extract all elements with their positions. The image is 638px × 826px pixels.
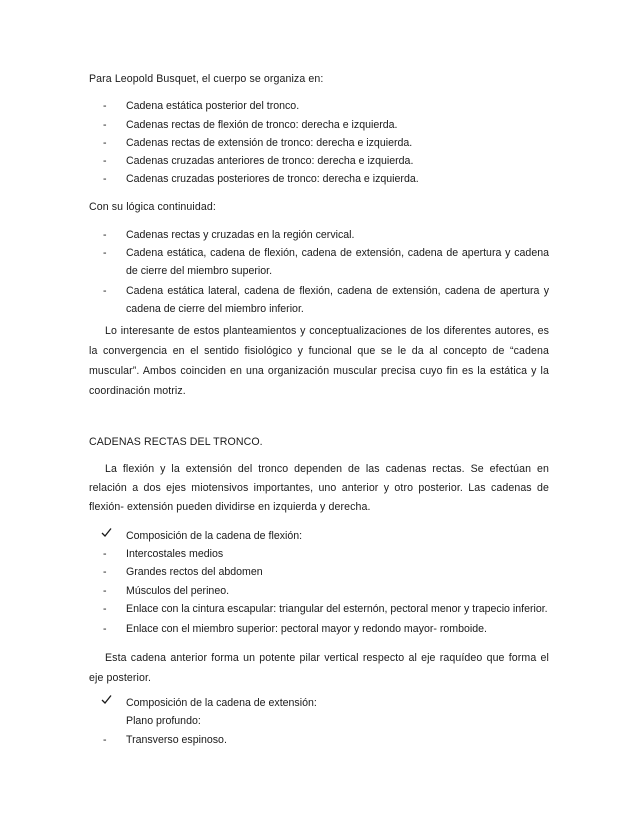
dash-bullet: - <box>103 734 107 746</box>
dash-bullet: - <box>103 247 107 259</box>
dash-bullet: - <box>103 137 107 149</box>
dash-bullet: - <box>103 585 107 597</box>
paragraph-convergence: Lo interesante de estos planteamientos y conceptualizaciones de los diferentes autores, es la convergencia en el sentido fisiológico y funcional que se le da al concepto de “cadena muscular”. Ambos coinciden en una organización muscular precisa cuyo fin es la estática y la coordinación motriz. <box>89 325 549 397</box>
plano-profundo-label: Plano profundo: <box>126 715 201 727</box>
intro-text: Para Leopold Busquet, el cuerpo se organiza en: <box>89 73 324 85</box>
document-page: Para Leopold Busquet, el cuerpo se organiza en: - Cadena estática posterior del tronco. - Cadenas rectas de flexión de tronco: derecha e izquierda. - Cadenas rectas de extensión de tronco: derecha e izquierda. - Cadenas cruzadas anteriores de tronco: derecha e izquierda. - Cadenas cruzadas posteriores de tronco: derecha e izquierda. Con su lógica continuidad: - Cadenas rectas y cruzadas en la región cervical. - Cadena estática, cadena de flexión, cadena de extensión, cadena de apertura y cadena de cierre del miembro superior. - Cadena estática lateral, cadena de flexión, cadena de extensión, cadena de apertura y cadena de cierre del miembro inferior. Lo interesante de estos planteamientos y conceptualizaciones de los diferentes autores, es la convergencia en el sentido fisiológico y funcional que se le da al concepto de “cadena muscular”. Ambos coinciden en una organización muscular precisa cuyo fin es la estática y la coordinación motriz. CADENAS RECTAS DEL TRONCO. La flexión y la extensión del tronco dependen de las cadenas rectas. Se efectúan en relación a dos ejes miotensivos importantes, uno anterior y otro posterior. Las cadenas de flexión- extensión pueden dividirse en izquierda y derecha. Composición de la cadena de flexión: - Intercostales medios - Grandes rectos del abdomen - Músculos del perineo. - Enlace con la cintura escapular: triangular del esternón, pectoral menor y trapecio inferior. - Enlace con el miembro superior: pectoral mayor y redondo mayor- romboide. Esta cadena anterior forma un potente pilar vertical respecto al eje raquídeo que forma el eje posterior. Composición de la cadena de extensión: Plano profundo: - Transverso espinoso. <box>0 0 638 826</box>
checkmark-icon <box>101 527 115 538</box>
paragraph-flexion-extension: La flexión y la extensión del tronco dependen de las cadenas rectas. Se efectúan en relación a dos ejes miotensivos importantes, uno anterior y otro posterior. Las cadenas de flexión- extensión pueden dividirse en izquierda y derecha. <box>89 463 549 513</box>
dash-bullet: - <box>103 173 107 185</box>
dash-bullet: - <box>103 603 107 615</box>
checkmark-icon <box>101 694 115 705</box>
dash-bullet: - <box>103 119 107 131</box>
continuity-text: Con su lógica continuidad: <box>89 201 216 213</box>
dash-bullet: - <box>103 566 107 578</box>
paragraph-anterior-chain: Esta cadena anterior forma un potente pilar vertical respecto al eje raquídeo que forma el eje posterior. <box>89 652 549 684</box>
dash-bullet: - <box>103 229 107 241</box>
dash-bullet: - <box>103 155 107 167</box>
dash-bullet: - <box>103 548 107 560</box>
dash-bullet: - <box>103 100 107 112</box>
section-heading: CADENAS RECTAS DEL TRONCO. <box>89 436 263 448</box>
dash-bullet: - <box>103 285 107 297</box>
dash-bullet: - <box>103 623 107 635</box>
